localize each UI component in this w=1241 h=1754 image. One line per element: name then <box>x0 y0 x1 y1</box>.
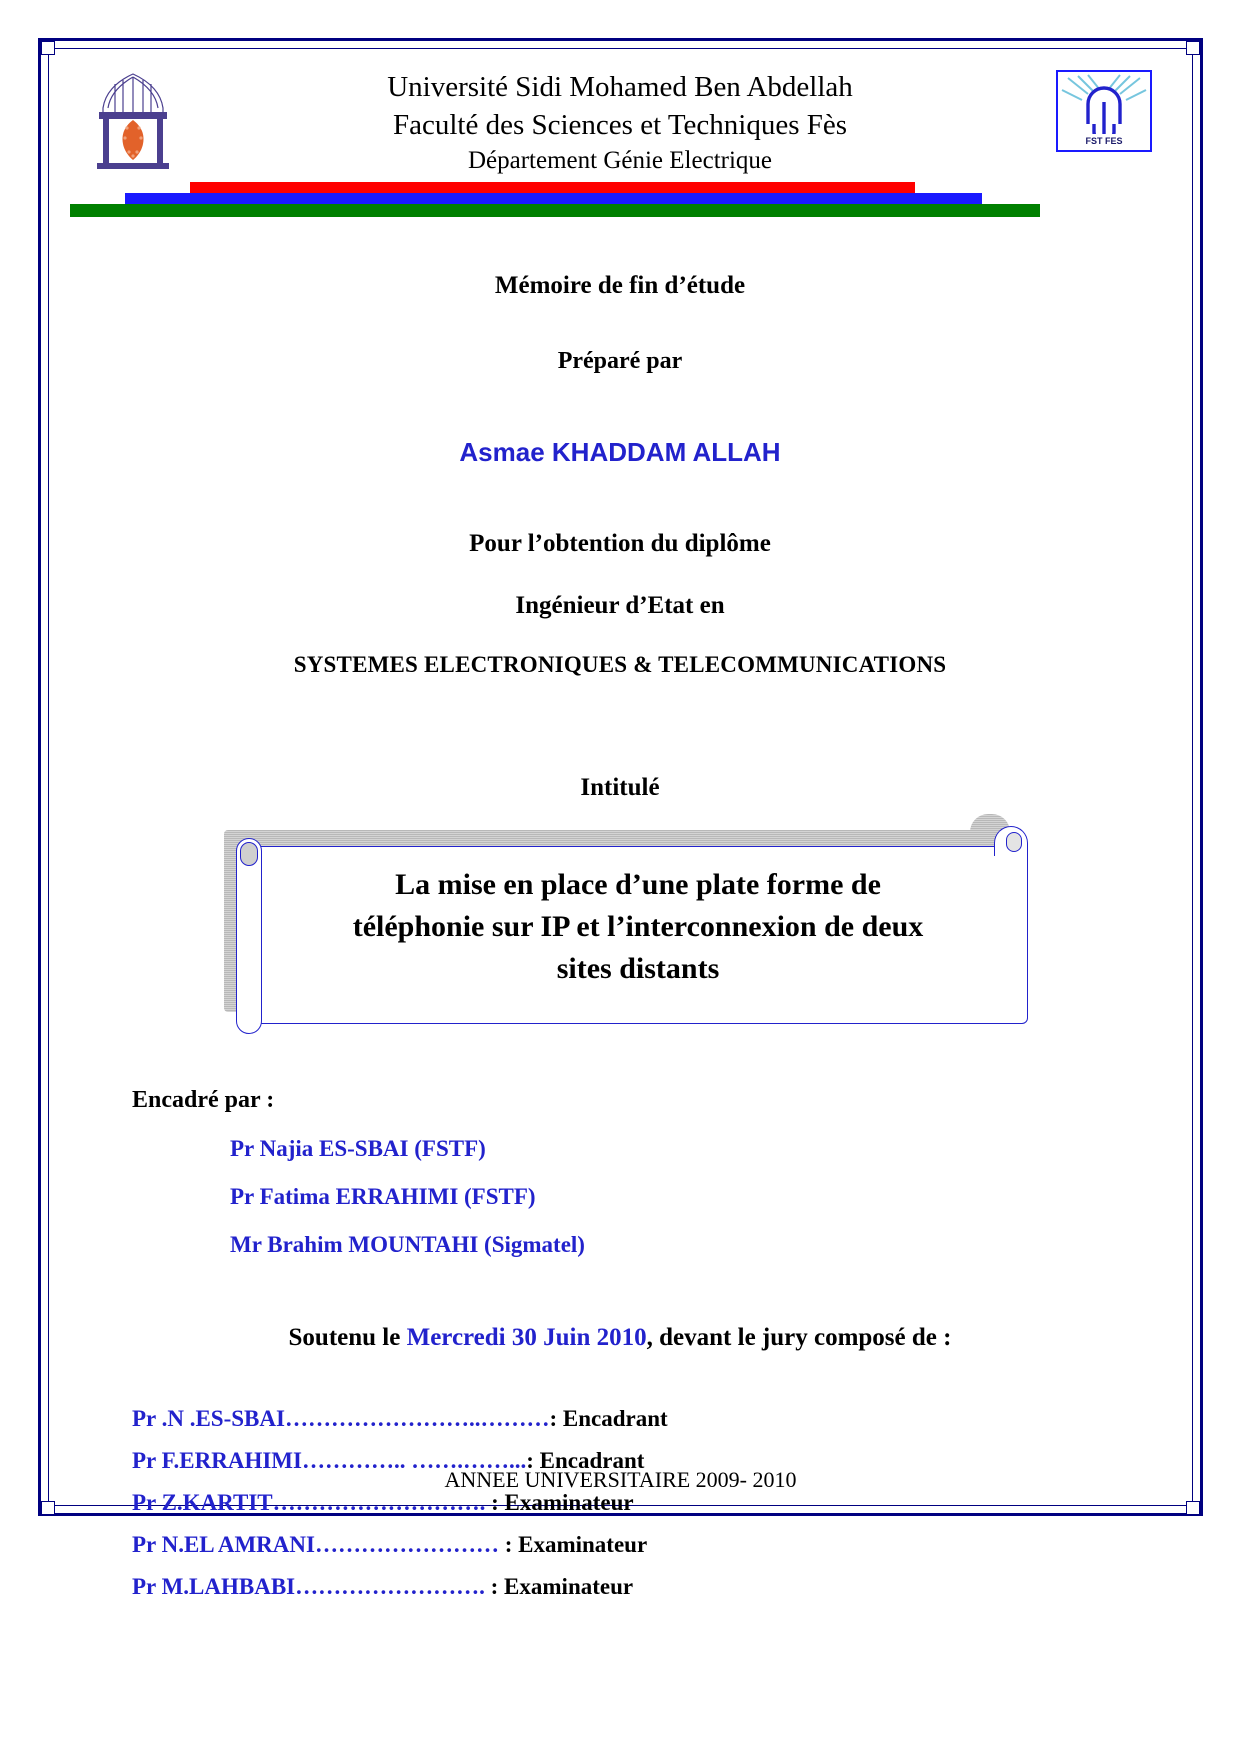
scroll-roll-left-icon <box>236 838 262 1034</box>
jury-dot-leader: ……………………. <box>295 1574 485 1599</box>
usmba-university-logo <box>85 68 181 172</box>
jury-member-role: : Examinateur <box>498 1532 648 1557</box>
jury-dot-leader: …………………… <box>314 1532 499 1557</box>
thesis-title-scroll <box>206 824 1034 1029</box>
faculty-name: Faculté des Sciences et Techniques Fès <box>392 109 848 141</box>
defense-prefix: Soutenu le <box>288 1324 407 1351</box>
department-name: Département Génie Electrique <box>467 147 773 174</box>
fst-fes-logo <box>1056 70 1152 152</box>
defense-suffix: , devant le jury composé de : <box>646 1324 952 1351</box>
thesis-title <box>278 864 998 990</box>
jury-member-role: : Encadrant <box>549 1406 668 1431</box>
jury-member-role: : Encadrant <box>526 1448 645 1473</box>
jury-row <box>132 1406 1180 1432</box>
thesis-title-line-3: sites distants <box>556 952 720 985</box>
page-header <box>60 60 1180 180</box>
supervisor-item: Pr Najia ES-SBAI (FSTF) <box>230 1136 486 1161</box>
defense-line <box>60 1324 1180 1352</box>
jury-member-name: Pr F.ERRAHIMI <box>132 1448 302 1473</box>
prepare-par-label: Préparé par <box>557 348 683 374</box>
corner-marker-top-left <box>41 41 55 55</box>
memoire-label: Mémoire de fin d’étude <box>494 272 746 299</box>
supervision-label: Encadré par : <box>132 1087 275 1113</box>
jury-member-role: : Examinateur <box>484 1574 634 1599</box>
jury-dot-leader: ……………………..……… <box>284 1406 550 1431</box>
bar-green <box>70 204 1040 217</box>
jury-dot-leader: ………………………. <box>272 1490 486 1515</box>
jury-dot-leader: ………….. …….……... <box>301 1448 527 1473</box>
supervisor-item: Pr Fatima ERRAHIMI (FSTF) <box>230 1184 536 1209</box>
corner-marker-top-right <box>1186 41 1200 55</box>
jury-list <box>60 1406 1180 1600</box>
jury-row <box>132 1532 1180 1558</box>
student-name: Asmae KHADDAM ALLAH <box>459 437 781 467</box>
supervisor-item: Mr Brahim MOUNTAHI (Sigmatel) <box>230 1232 585 1257</box>
cover-content <box>60 240 1180 1600</box>
corner-marker-bottom-left <box>41 1501 55 1515</box>
thesis-title-line-2: téléphonie sur IP et l’interconnexion de deux <box>352 910 924 943</box>
tricolor-bars <box>60 182 1180 218</box>
defense-date: Mercredi 30 Juin 2010 <box>406 1324 647 1351</box>
jury-member-role: : Examinateur <box>485 1490 634 1515</box>
program-label: SYSTEMES ELECTRONIQUES & TELECOMMUNICATIONS <box>293 652 947 677</box>
supervision-block <box>60 1087 1180 1258</box>
fst-fes-logo-caption: FST FES <box>1085 136 1123 146</box>
corner-marker-bottom-right <box>1186 1501 1200 1515</box>
scroll-roll-left-core-icon <box>240 842 258 866</box>
university-title-block <box>210 68 1030 178</box>
jury-member-name: Pr N.EL AMRANI <box>132 1532 315 1557</box>
thesis-title-line-1: La mise en place d’une plate forme de <box>395 868 881 901</box>
footer-academic-year: ANNEE UNIVERSITAIRE 2009- 2010 <box>444 1467 797 1492</box>
intitule-label: Intitulé <box>580 774 660 801</box>
diploma-label: Pour l’obtention du diplôme <box>469 530 771 557</box>
jury-row <box>132 1490 1180 1516</box>
jury-member-name: Pr M.LAHBABI <box>132 1574 296 1599</box>
jury-row <box>132 1574 1180 1600</box>
jury-member-name: Pr Z.KARTIT <box>132 1490 273 1515</box>
jury-member-name: Pr .N .ES-SBAI <box>132 1406 285 1431</box>
university-name: Université Sidi Mohamed Ben Abdellah <box>387 71 853 103</box>
degree-label: Ingénieur d’Etat en <box>515 592 725 619</box>
scroll-curl-right-core-icon <box>1006 832 1022 852</box>
